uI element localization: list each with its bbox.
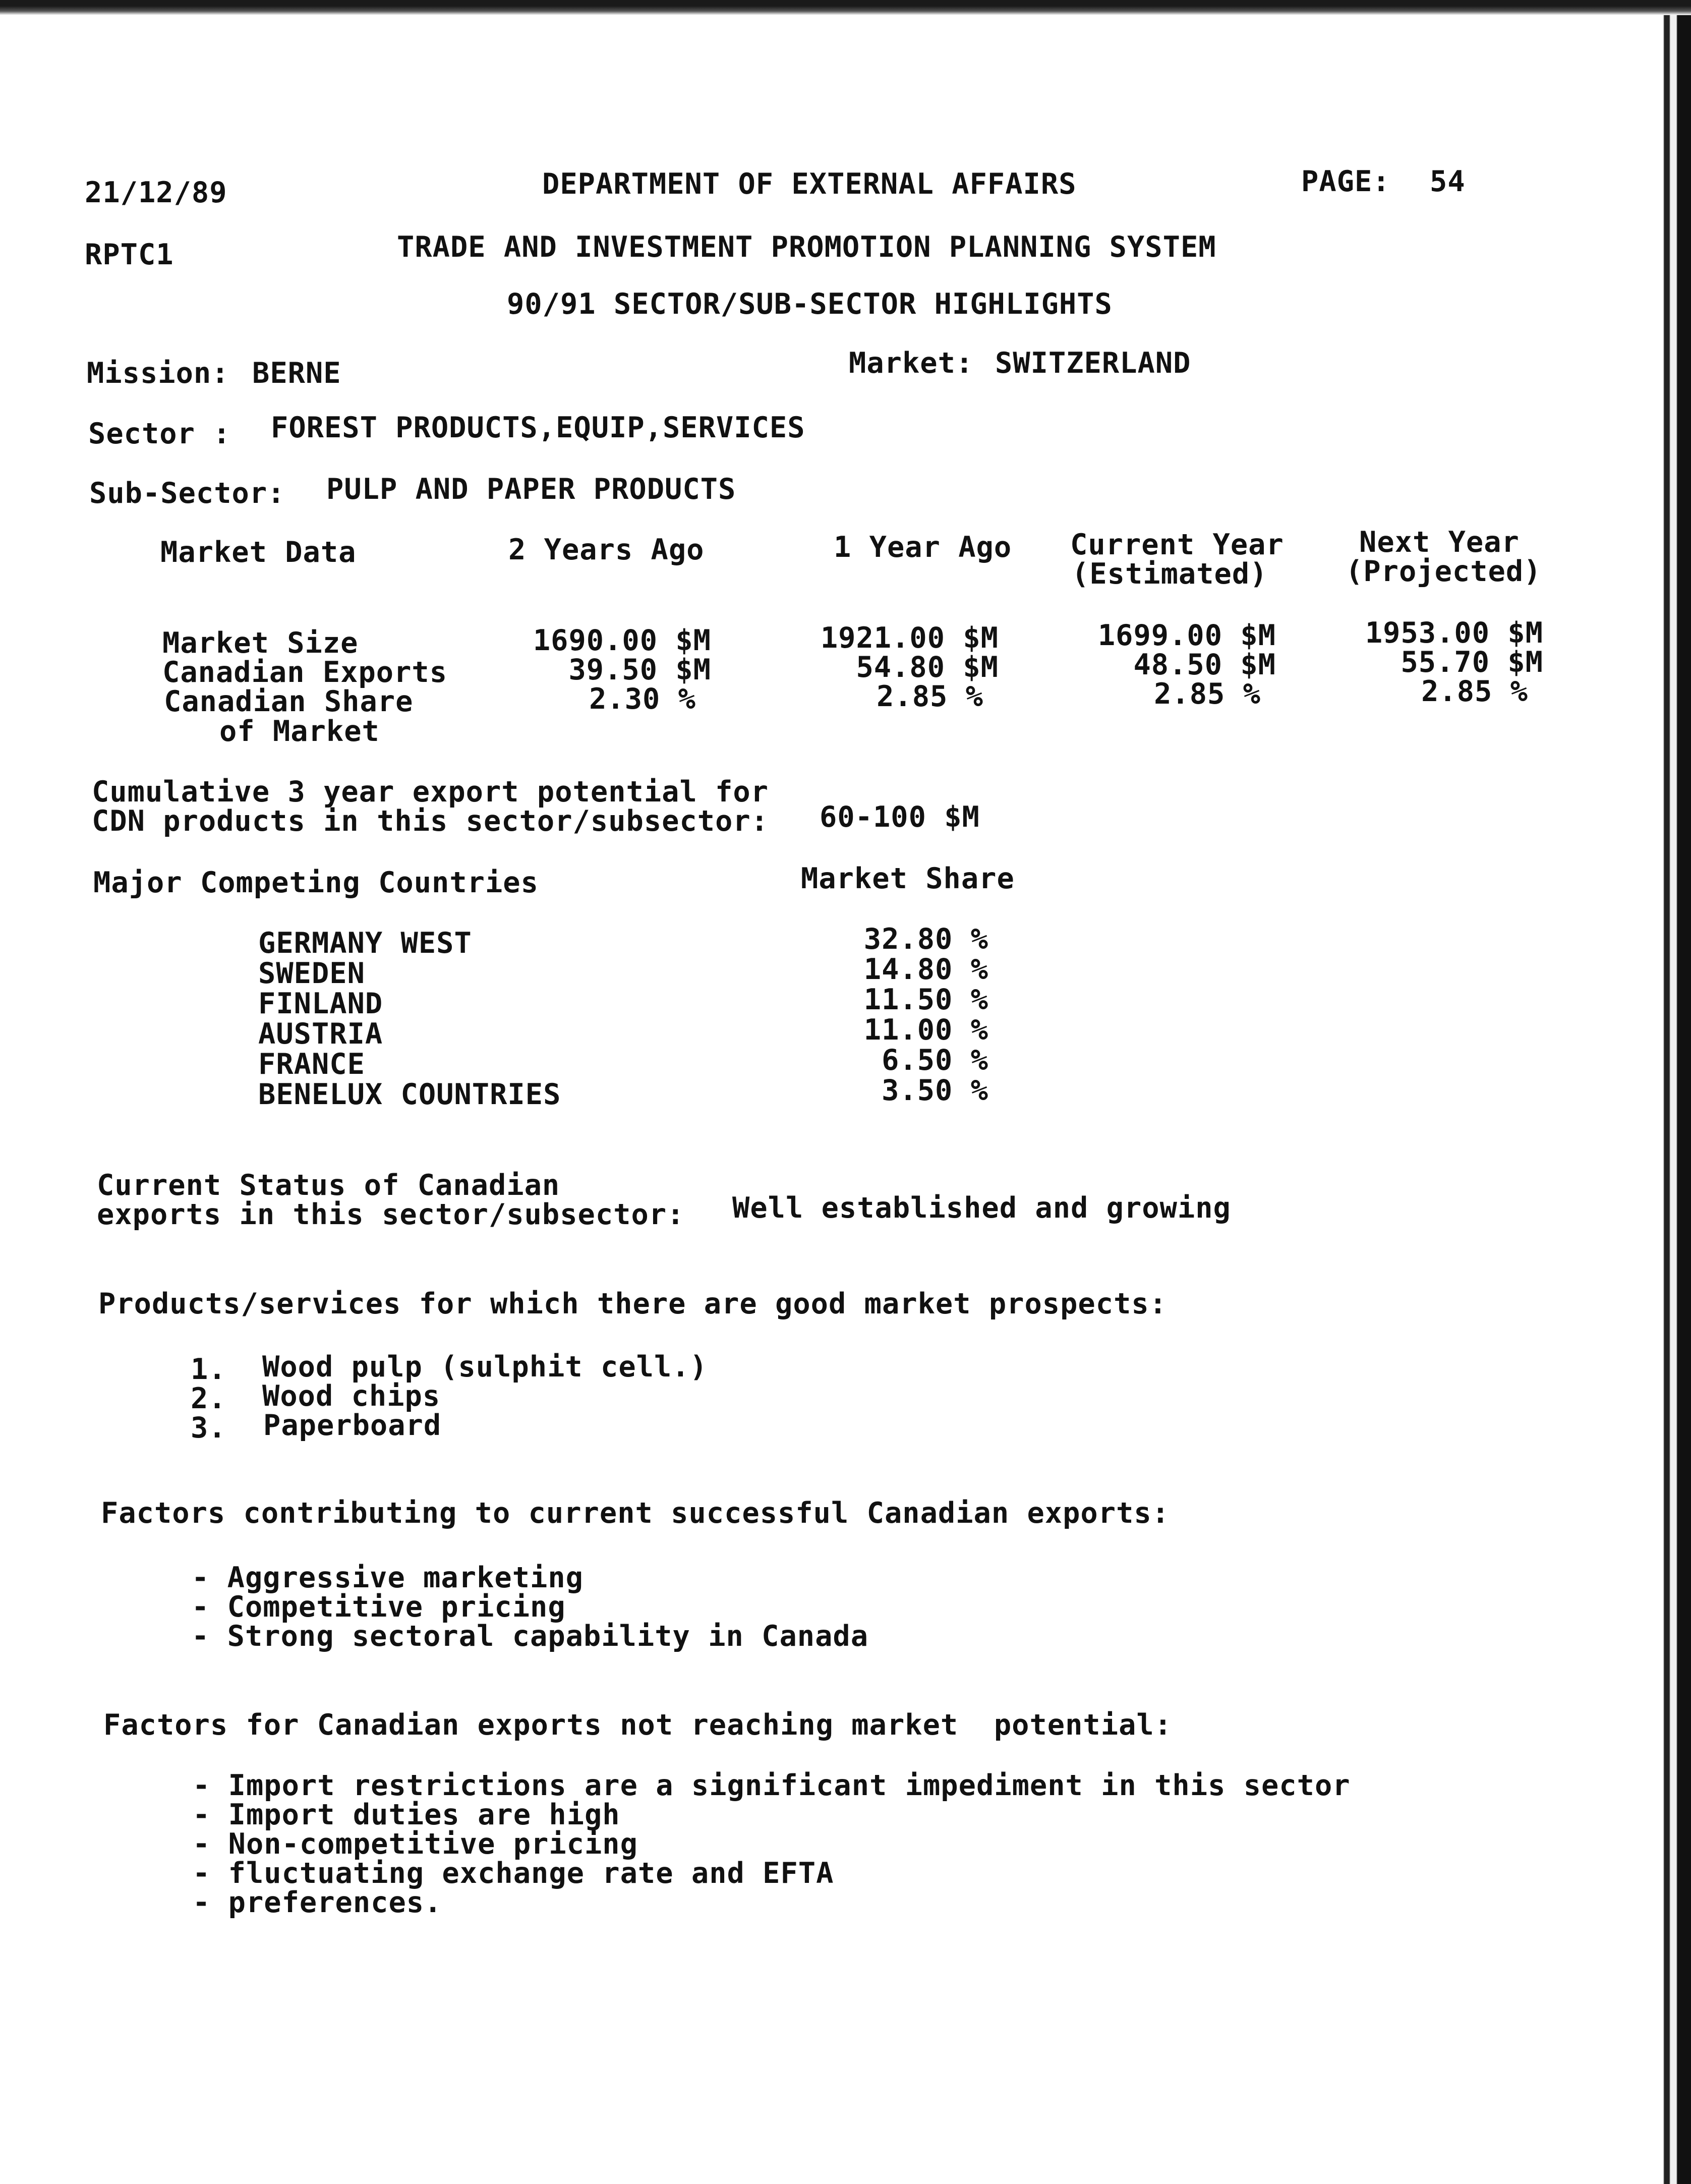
value-exports-next: 55.70 $M <box>1401 646 1543 679</box>
competitor-country: AUSTRIA <box>258 1017 383 1051</box>
prospect-number: 2. <box>191 1382 226 1415</box>
report-title: 90/91 SECTOR/SUB-SECTOR HIGHLIGHTS <box>507 288 1113 321</box>
value-exports-1y: 54.80 $M <box>856 651 999 684</box>
column-header-current-year: Current Year <box>1070 528 1284 561</box>
prospect-item: Wood chips <box>262 1380 441 1413</box>
success-factor-item: - Strong sectoral capability in Canada <box>192 1620 869 1653</box>
competitor-share: 11.00 % <box>863 1013 988 1047</box>
column-header-1-year-ago: 1 Year Ago <box>834 531 1012 564</box>
value-exports-current: 48.50 $M <box>1133 648 1276 681</box>
subsector-value: PULP AND PAPER PRODUCTS <box>326 473 736 506</box>
market-share-title: Market Share <box>801 862 1015 895</box>
report-code: RPTC1 <box>85 238 174 271</box>
competitor-country: SWEDEN <box>258 957 365 990</box>
barrier-factor-item: - preferences. <box>193 1886 442 1919</box>
value-market-size-2y: 1690.00 $M <box>533 624 711 657</box>
barrier-factor-item: - Non-competitive pricing <box>193 1827 638 1861</box>
barrier-factor-item: - fluctuating exchange rate and EFTA <box>193 1857 834 1890</box>
column-header-2-years-ago: 2 Years Ago <box>508 533 705 566</box>
column-header-current-year-note: (Estimated) <box>1072 557 1268 591</box>
page-number: 54 <box>1430 165 1466 198</box>
status-label-line2: exports in this sector/subsector: <box>97 1198 685 1231</box>
value-share-1y: 2.85 % <box>877 680 983 713</box>
potential-label-line1: Cumulative 3 year export potential for <box>92 775 769 809</box>
page-label: PAGE: <box>1301 165 1390 198</box>
competitor-share: 6.50 % <box>882 1044 988 1077</box>
value-share-current: 2.85 % <box>1154 677 1261 711</box>
scan-right-edge <box>1659 15 1691 2184</box>
competitor-country: BENELUX COUNTRIES <box>258 1078 561 1111</box>
prospect-item: Paperboard <box>263 1409 442 1442</box>
market-value: SWITZERLAND <box>995 347 1191 380</box>
prospect-number: 3. <box>191 1411 226 1445</box>
potential-label-line2: CDN products in this sector/subsector: <box>92 804 769 838</box>
barrier-factor-item: - Import duties are high <box>193 1798 620 1831</box>
value-market-size-current: 1699.00 $M <box>1097 619 1276 652</box>
potential-value: 60-100 $M <box>820 800 980 834</box>
market-data-title: Market Data <box>160 536 357 569</box>
row-label-canadian-share-cont: of Market <box>219 715 380 748</box>
report-date: 21/12/89 <box>85 176 227 209</box>
prospect-number: 1. <box>191 1353 226 1386</box>
market-label: Market: <box>849 347 974 380</box>
sector-value: FOREST PRODUCTS,EQUIP,SERVICES <box>271 411 805 444</box>
success-factor-item: - Competitive pricing <box>192 1590 566 1624</box>
competitor-country: FINLAND <box>258 987 383 1020</box>
success-factor-item: - Aggressive marketing <box>192 1561 584 1594</box>
mission-value: BERNE <box>252 357 341 390</box>
competitor-country: FRANCE <box>258 1048 365 1081</box>
row-label-canadian-exports: Canadian Exports <box>162 656 448 689</box>
scan-top-edge <box>0 0 1691 15</box>
subsector-label: Sub-Sector: <box>89 477 285 510</box>
value-share-next: 2.85 % <box>1421 675 1528 708</box>
competitor-share: 11.50 % <box>863 983 988 1016</box>
competitor-share: 3.50 % <box>882 1074 988 1107</box>
prospect-item: Wood pulp (sulphit cell.) <box>262 1350 708 1384</box>
competitors-title: Major Competing Countries <box>93 866 539 899</box>
competitor-share: 14.80 % <box>863 953 988 986</box>
prospects-title: Products/services for which there are good market prospects: <box>98 1287 1168 1320</box>
department-name: DEPARTMENT OF EXTERNAL AFFAIRS <box>542 167 1077 201</box>
row-label-market-size: Market Size <box>162 626 359 660</box>
sector-label: Sector : <box>88 417 231 450</box>
status-value: Well established and growing <box>732 1191 1231 1225</box>
value-market-size-next: 1953.00 $M <box>1365 616 1543 650</box>
status-label-line1: Current Status of Canadian <box>97 1169 560 1202</box>
competitor-share: 32.80 % <box>863 923 988 956</box>
column-header-next-year-note: (Projected) <box>1346 555 1542 588</box>
barrier-factor-item: - Import restrictions are a significant impediment in this sector <box>193 1769 1351 1802</box>
value-share-2y: 2.30 % <box>589 682 696 716</box>
value-market-size-1y: 1921.00 $M <box>820 621 999 655</box>
value-exports-2y: 39.50 $M <box>568 653 711 686</box>
row-label-canadian-share: Canadian Share <box>164 685 414 718</box>
mission-label: Mission: <box>87 357 229 390</box>
column-header-next-year: Next Year <box>1359 526 1520 559</box>
competitor-country: GERMANY WEST <box>258 927 472 960</box>
barrier-factors-title: Factors for Canadian exports not reaching market potential: <box>103 1708 1173 1742</box>
system-title: TRADE AND INVESTMENT PROMOTION PLANNING SYSTEM <box>397 231 1216 264</box>
success-factors-title: Factors contributing to current successful Canadian exports: <box>101 1497 1170 1530</box>
